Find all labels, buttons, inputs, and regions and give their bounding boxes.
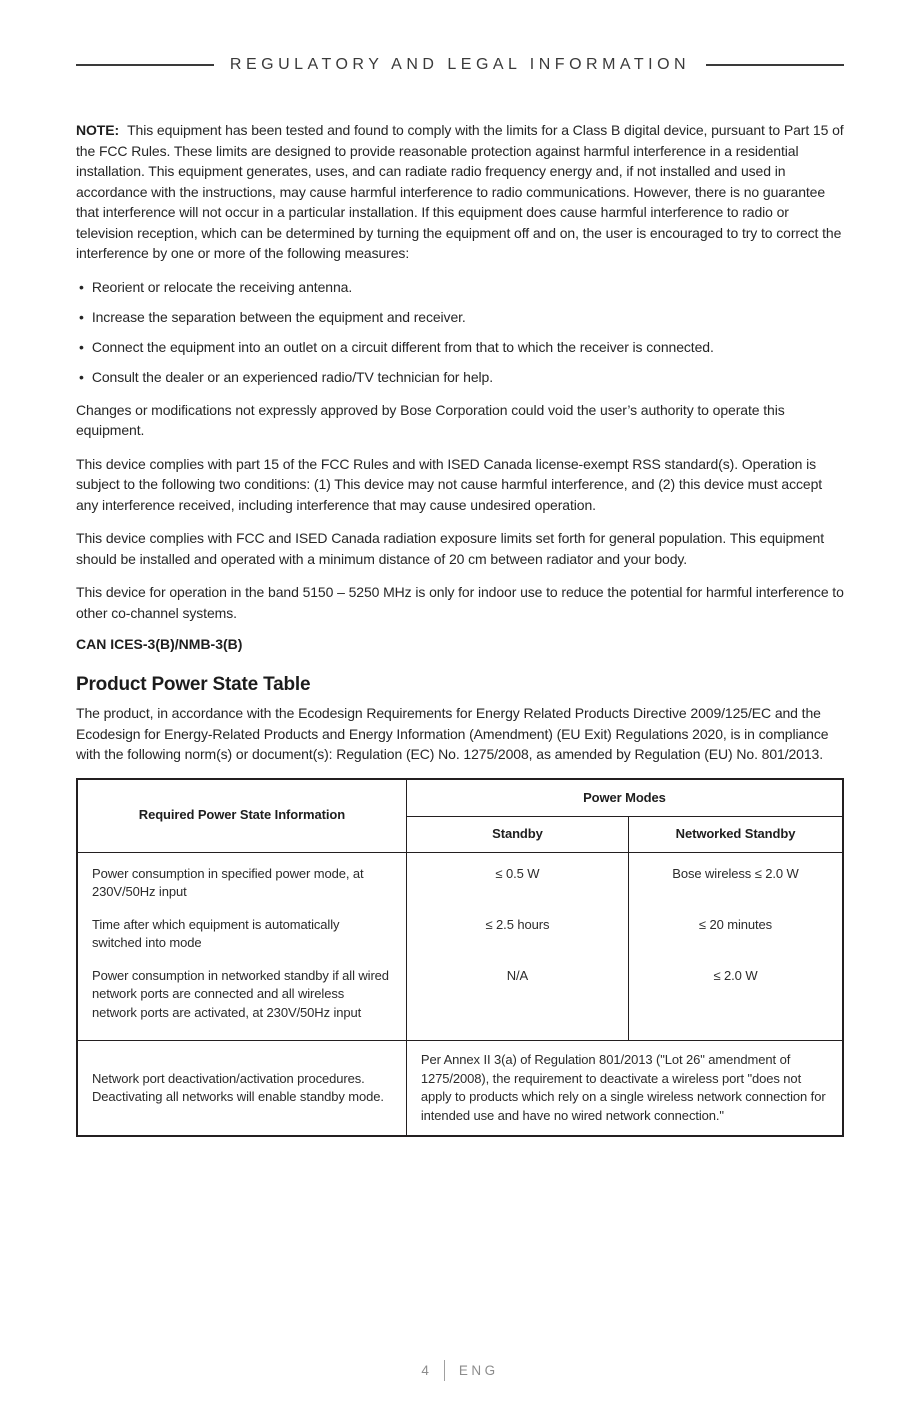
footer-language: ENG [458, 1363, 499, 1378]
note-label: NOTE: [76, 122, 120, 138]
row-annex-note: Per Annex II 3(a) of Regulation 801/2013 ("Lot 26" amendment of 1275/2008), the requirement to deactivate a wireless port "does not apply to products which rely on a single wireless network connection for intended use and have no wired network connection." [406, 1041, 843, 1137]
footer-divider [444, 1360, 445, 1381]
list-item [76, 367, 844, 387]
row-standby-value: N/A [406, 955, 628, 1041]
power-state-heading: Product Power State Table [76, 674, 311, 695]
power-state-intro: The product, in accordance with the Ecodesign Requirements for Energy Related Products Directive 2009/125/EC and the Ecodesign for Energy-Related Products and Energy Information (Amendment) (EU Exit) Regulations 2020, is in compliance with the following norm(s) or document(s): Regulation (EC) No. 1275/2008, as amended by Regulation (EU) No. 801/2013. [76, 705, 829, 762]
row-standby-value: ≤ 2.5 hours [406, 904, 628, 955]
paragraph-radiation: This device complies with FCC and ISED Canada radiation exposure limits set forth for general population. This equipment should be installed and operated with a minimum distance of 20 cm between radiator and your body. [76, 530, 825, 567]
bullet-icon: • [79, 368, 84, 385]
note-paragraph [76, 120, 844, 264]
paragraph-modifications: Changes or modifications not expressly approved by Bose Corporation could void the user’s authority to operate this equipment. [76, 401, 785, 438]
row-networked-value: ≤ 20 minutes [629, 904, 844, 955]
bullet-text: Consult the dealer or an experienced radio/TV technician for help. [91, 368, 494, 385]
table-row-network-port [77, 1041, 843, 1137]
page-title: REGULATORY AND LEGAL INFORMATION [229, 56, 691, 73]
page-footer [0, 1360, 920, 1381]
bullet-icon: • [79, 338, 84, 355]
can-ices-statement: CAN ICES-3(B)/NMB-3(B) [76, 636, 243, 652]
row-label: Power consumption in networked standby if all wired network ports are connected and all wireless network ports are activated, at 230V/50Hz input [77, 955, 406, 1041]
table-header-standby: Standby [406, 817, 628, 853]
table-row [77, 852, 843, 904]
bullet-icon: • [79, 278, 84, 295]
section-header [76, 0, 844, 74]
paragraph-band-5150: This device for operation in the band 5150 – 5250 MHz is only for indoor use to reduce the potential for harmful interference to other co-channel systems. [76, 584, 844, 621]
table-header-networked-standby: Networked Standby [629, 817, 844, 853]
list-item [76, 337, 844, 357]
bullet-text: Reorient or relocate the receiving antenna. [91, 278, 353, 295]
table-header-power-modes: Power Modes [406, 779, 843, 817]
header-rule-right [706, 64, 844, 66]
header-rule-left [76, 64, 214, 66]
table-row [77, 904, 843, 955]
list-item [76, 307, 844, 327]
note-text: This equipment has been tested and found to comply with the limits for a Class B digital device, pursuant to Part 15 of the FCC Rules. These limits are designed to provide reasonable protection against harmful interference in a residential installation. This equipment generates, uses, and can radiate radio frequency energy and, if not installed and used in accordance with the instructions, may cause harmful interference to radio communications. However, there is no guarantee that interference will not occur in a particular installation. If this equipment does cause harmful interference to radio or television reception, which can be determined by turning the equipment off and on, the user is encouraged to try to correct the interference by one or more of the following measures: [76, 122, 844, 261]
bullet-text: Connect the equipment into an outlet on a circuit different from that to which the receiver is connected. [91, 338, 714, 355]
bullet-icon: • [79, 308, 84, 325]
table-header-row [77, 779, 843, 817]
row-networked-value: ≤ 2.0 W [629, 955, 844, 1041]
row-standby-value: ≤ 0.5 W [406, 852, 628, 904]
paragraph-fcc-ised: This device complies with part 15 of the FCC Rules and with ISED Canada license-exempt RSS standard(s). Operation is subject to the following two conditions: (1) This device may not cause harmful interference, and (2) this device must accept any interference received, including interference that may cause undesired operation. [76, 455, 823, 513]
page-number: 4 [421, 1363, 430, 1378]
power-state-table [76, 778, 844, 1138]
row-label: Power consumption in specified power mode, at 230V/50Hz input [77, 852, 406, 904]
table-row [77, 955, 843, 1041]
bullet-text: Increase the separation between the equipment and receiver. [91, 308, 466, 325]
row-label: Network port deactivation/activation procedures. Deactivating all networks will enable standby mode. [77, 1041, 406, 1137]
row-label: Time after which equipment is automatically switched into mode [77, 904, 406, 955]
table-header-required-info: Required Power State Information [77, 779, 406, 853]
row-networked-value: Bose wireless ≤ 2.0 W [629, 852, 844, 904]
list-item [76, 277, 844, 297]
